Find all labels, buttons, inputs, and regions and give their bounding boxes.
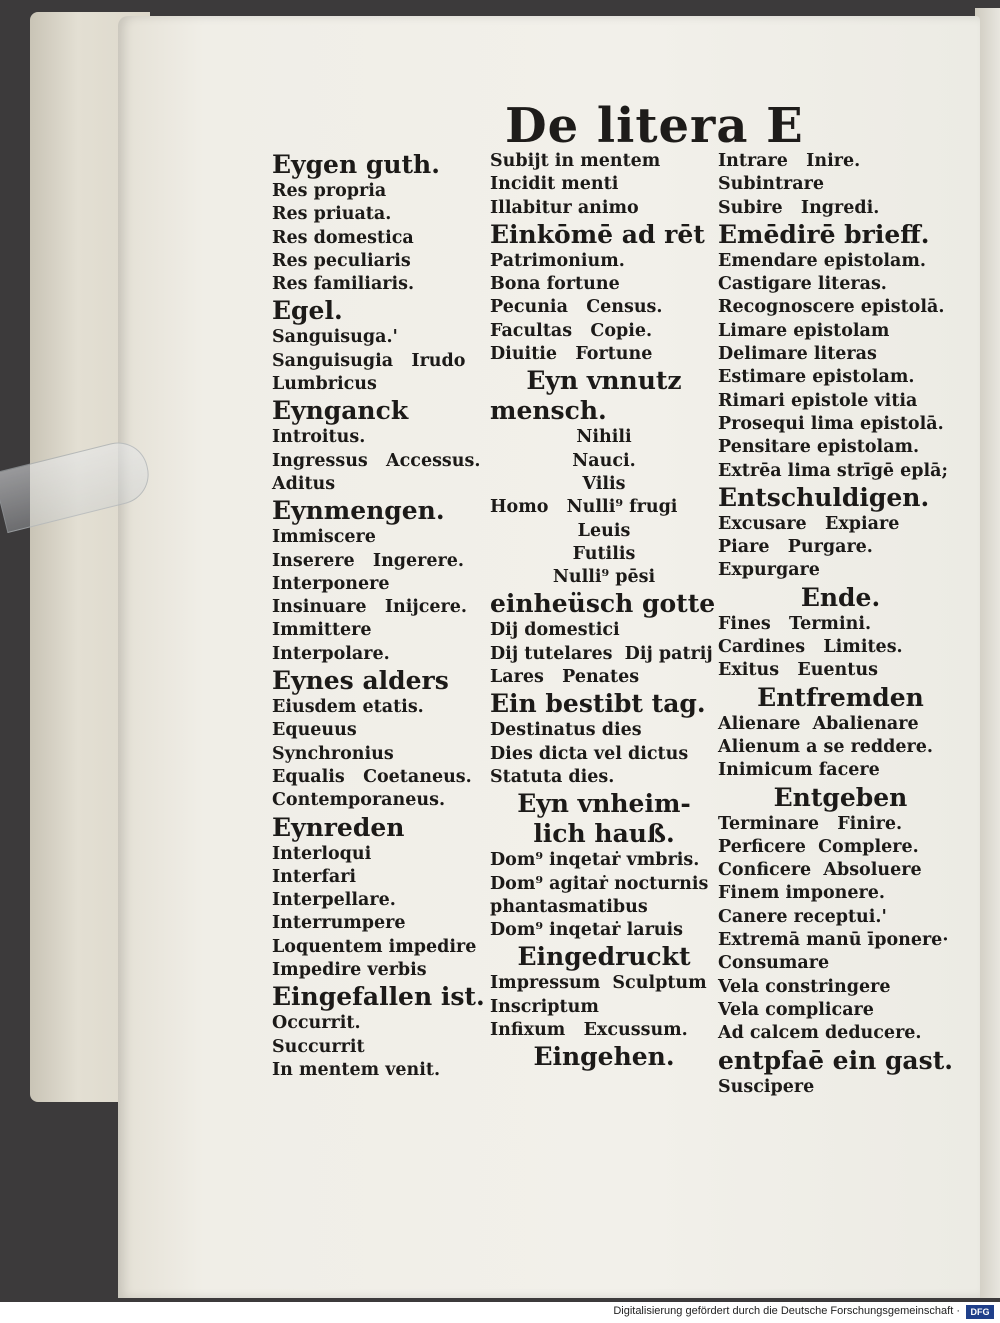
entry-heading: Eingefallen ist. bbox=[272, 982, 485, 1012]
entry-line: Synchronius bbox=[272, 743, 394, 764]
entry-line: Exitus Euentus bbox=[718, 660, 878, 681]
entry-heading: Eygen guth. bbox=[272, 150, 440, 179]
column-right bbox=[718, 150, 963, 1099]
entry-heading: Entgeben bbox=[773, 782, 908, 812]
entry-line: Res familiaris. bbox=[272, 274, 415, 295]
entry-line: Lares Penates bbox=[490, 667, 640, 688]
entry-line: Interpolare. bbox=[272, 643, 390, 664]
entry-line: Subijt in mentem bbox=[490, 151, 661, 171]
entry-line: Leuis bbox=[577, 520, 631, 541]
entry-line: Contemporaneus. bbox=[272, 790, 446, 811]
funding-credit: Digitalisierung gefördert durch die Deutsche Forschungsgemeinschaft · bbox=[613, 1305, 960, 1317]
entry-line: Limare epistolam bbox=[718, 320, 890, 341]
entry-line: Interpellare. bbox=[272, 890, 396, 911]
entry-line: Recognoscere epistolā. bbox=[718, 297, 945, 318]
entry-line: Inscriptum bbox=[490, 996, 599, 1017]
entry-line: Sanguisugia Irudo bbox=[272, 350, 466, 371]
entry-line: Perficere Complere. bbox=[718, 836, 919, 857]
entry-line: Alienare Abalienare bbox=[718, 713, 919, 734]
entry-line: Res propria bbox=[272, 181, 387, 201]
entry-line: Interfari bbox=[272, 866, 357, 887]
dfg-logo-icon: DFG bbox=[966, 1305, 994, 1319]
entry-line: Eiusdem etatis. bbox=[272, 697, 424, 718]
entry-line: Inserere Ingerere. bbox=[272, 550, 464, 571]
entry-heading: Einkōmē ad rēt bbox=[490, 219, 705, 249]
entry-line: Vela complicare bbox=[718, 999, 874, 1020]
entry-line: Res domestica bbox=[272, 227, 414, 248]
entry-line: Consumare bbox=[718, 953, 830, 974]
entry-heading: Eynmengen. bbox=[272, 496, 445, 526]
entry-line: Delimare literas bbox=[718, 344, 877, 365]
column-middle bbox=[490, 150, 718, 1072]
entry-line: Conficere Absoluere bbox=[718, 860, 922, 881]
entry-line: Lumbricus bbox=[272, 374, 377, 395]
entry-heading: Eyn vnnutz bbox=[526, 366, 682, 396]
page-heading: De litera E bbox=[505, 98, 804, 154]
entry-line: Aditus bbox=[272, 473, 336, 494]
entry-line: Diuitie Fortune bbox=[490, 344, 653, 365]
entry-line: Succurrit bbox=[272, 1036, 365, 1057]
entry-line: Nihili bbox=[576, 427, 632, 448]
entry-heading: Emēdirē brieff. bbox=[718, 219, 930, 249]
entry-line: Introitus. bbox=[272, 427, 366, 448]
entry-line: Immittere bbox=[272, 620, 372, 641]
entry-line: Expurgare bbox=[718, 560, 820, 581]
entry-line: Subire Ingredi. bbox=[718, 197, 880, 218]
entry-line: Canere receptui.' bbox=[718, 906, 887, 927]
entry-line: Equalis Coetaneus. bbox=[272, 766, 472, 787]
entry-heading: einheüsch gotte bbox=[490, 589, 716, 619]
entry-line: Res priuata. bbox=[272, 204, 392, 225]
entry-line: Bona fortune bbox=[490, 274, 620, 295]
entry-heading: Eingedruckt bbox=[517, 942, 691, 972]
entry-line: Finem imponere. bbox=[718, 883, 885, 904]
entry-heading: Entfremden bbox=[757, 682, 924, 712]
entry-line: Futilis bbox=[572, 543, 636, 564]
entry-heading: entpfaē ein gast. bbox=[718, 1045, 953, 1075]
entry-heading: Eingehen. bbox=[533, 1042, 675, 1072]
entry-line: Res peculiaris bbox=[272, 250, 411, 271]
entry-line: Alienum a se reddere. bbox=[718, 736, 933, 757]
entry-line: Rimari epistole vitia bbox=[718, 390, 918, 411]
entry-line: Loquentem impedire bbox=[272, 936, 477, 957]
entry-line: Statuta dies. bbox=[490, 766, 615, 787]
entry-line: Excusare Expiare bbox=[718, 513, 900, 534]
entry-line: Interrumpere bbox=[272, 913, 406, 934]
entry-line: Vela constringere bbox=[718, 976, 891, 997]
entry-heading: Eyn vnheim- bbox=[517, 789, 691, 819]
entry-line: Incidit menti bbox=[490, 174, 619, 195]
entry-line: Dij domestici bbox=[490, 620, 620, 641]
entry-line: Nulli⁹ pēsi bbox=[552, 567, 656, 588]
entry-line: Dij tutelares Dij patrij bbox=[490, 643, 713, 664]
entry-line: Extremā manū īponere· bbox=[718, 930, 949, 951]
entry-line: Patrimonium. bbox=[490, 250, 625, 271]
entry-line: Facultas Copie. bbox=[490, 320, 653, 341]
entry-heading: Eynes alders bbox=[272, 666, 449, 696]
entry-line: Intrare Inire. bbox=[718, 151, 861, 171]
entry-line: Immiscere bbox=[272, 527, 376, 548]
entry-line: Nauci. bbox=[572, 450, 636, 471]
entry-line: Dom⁹ inqetaṙ laruis bbox=[490, 920, 684, 941]
entry-line: Terminare Finire. bbox=[718, 813, 903, 834]
entry-line: Infixum Excussum. bbox=[490, 1020, 688, 1041]
entry-line: In mentem venit. bbox=[272, 1059, 441, 1080]
column-left bbox=[272, 150, 494, 1082]
entry-line: phantasmatibus bbox=[490, 896, 648, 917]
entry-heading: Entschuldigen. bbox=[718, 482, 930, 512]
entry-line: Sanguisuga.' bbox=[272, 327, 398, 348]
entry-line: Dom⁹ inqetaṙ vmbris. bbox=[490, 850, 700, 871]
entry-line: Cardines Limites. bbox=[718, 637, 903, 658]
entry-line: Pecunia Census. bbox=[490, 297, 663, 318]
entry-line: Prosequi lima epistolā. bbox=[718, 413, 944, 434]
entry-line: Impressum Sculptum bbox=[490, 973, 707, 994]
entry-line: Dies dicta vel dictus bbox=[490, 743, 689, 764]
entry-line: Interponere bbox=[272, 573, 390, 594]
entry-line: Illabitur animo bbox=[490, 197, 639, 218]
entry-line: Impedire verbis bbox=[272, 960, 427, 981]
footer-bar bbox=[0, 1302, 1000, 1323]
entry-line: Destinatus dies bbox=[490, 720, 642, 741]
entry-line: Castigare literas. bbox=[718, 274, 887, 295]
entry-line: Inimicum facere bbox=[718, 760, 880, 781]
entry-line: Interloqui bbox=[272, 843, 372, 864]
entry-heading: lich hauß. bbox=[533, 819, 675, 849]
entry-heading: Eynreden bbox=[272, 812, 405, 842]
entry-line: Estimare epistolam. bbox=[718, 367, 915, 388]
entry-heading: Ende. bbox=[800, 582, 881, 612]
entry-line: Fines Termini. bbox=[718, 613, 872, 634]
entry-heading: Eynganck bbox=[272, 396, 409, 426]
entry-line: Suscipere bbox=[718, 1076, 815, 1097]
entry-line: Extrēa lima strīgē eplā; bbox=[718, 460, 948, 481]
entry-line: Dom⁹ agitaṙ nocturnis bbox=[490, 873, 709, 894]
entry-line: Occurrit. bbox=[272, 1013, 361, 1034]
entry-line: Emendare epistolam. bbox=[718, 250, 926, 271]
entry-line: Ad calcem deducere. bbox=[718, 1023, 922, 1044]
entry-heading: Ein bestibt tag. bbox=[490, 689, 706, 719]
entry-line: Ingressus Accessus. bbox=[272, 450, 481, 471]
entry-line: Subintrare bbox=[718, 174, 824, 195]
entry-line: Homo Nulli⁹ frugi bbox=[490, 497, 678, 518]
entry-line: Vilis bbox=[582, 473, 626, 494]
entry-line: Insinuare Inijcere. bbox=[272, 597, 467, 618]
entry-line: Pensitare epistolam. bbox=[718, 437, 920, 458]
entry-line: Piare Purgare. bbox=[718, 537, 873, 558]
entry-heading: Egel. bbox=[272, 296, 343, 326]
entry-heading: mensch. bbox=[490, 396, 607, 426]
entry-line: Equeuus bbox=[272, 720, 357, 741]
